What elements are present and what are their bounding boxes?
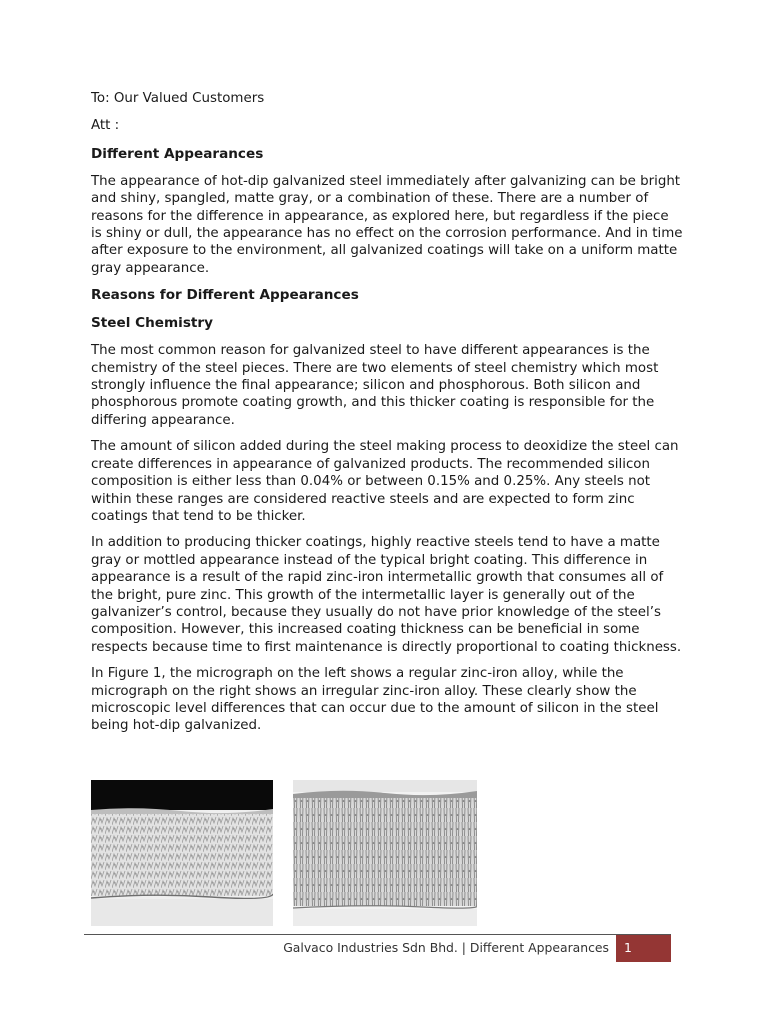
document-body (91, 90, 683, 744)
micrograph-irregular-alloy (293, 780, 477, 926)
page-footer (84, 934, 671, 962)
figure-1-micrographs (91, 780, 491, 926)
heading-different-appearances: Different Appearances (91, 145, 264, 162)
page-number-badge (616, 935, 671, 962)
paragraph-steel-chemistry-3: In addition to producing thicker coatings, highly reactive steels tend to have a matte gray or mottled appearance instead of the typical bright coating. This difference in appearance is a result of the rapid zinc-iron intermetallic growth that consumes all of the bright, pure zinc. This growth of the intermetallic layer is generally out of the galvanizer’s control, because they usually do not have prior knowledge of the steel’s composition. However, this increased coating thickness can be beneficial in some respects because time to first maintenance is directly proportional to coating thickness. (91, 535, 682, 655)
heading-reasons: Reasons for Different Appearances (91, 287, 359, 304)
paragraph-appearance-intro: The appearance of hot-dip galvanized steel immediately after galvanizing can be bright and shiny, spangled, matte gray, or a combination of these. There are a number of reasons for the difference in appearance, as explored here, but regardless if the piece is shiny or dull, the appearance has no effect on the corrosion performance. And in time after exposure to the environment, all galvanized coatings will take on a uniform matte gray appearance. (91, 173, 683, 276)
micrograph-regular-alloy (91, 780, 273, 926)
letter-recipient: To: Our Valued Customers (91, 91, 265, 106)
letter-attention: Att : (91, 118, 120, 134)
paragraph-figure-description: In Figure 1, the micrograph on the left shows a regular zinc-iron alloy, while the micrograph on the right shows an irregular zinc-iron alloy. These clearly show the microscopic level differences that can occur due to the amount of silicon in the steel being hot-dip galvanized. (91, 666, 659, 734)
paragraph-steel-chemistry-1: The most common reason for galvanized steel to have different appearances is the chemistry of the steel pieces. There are two elements of steel chemistry which most strongly influence the final appearance; silicon and phosphorous. Both silicon and phosphorous promote coating growth, and this thicker coating is responsible for the differing appearance. (91, 343, 659, 428)
paragraph-steel-chemistry-2: The amount of silicon added during the steel making process to deoxidize the steel can create differences in appearance of galvanized products. The recommended silicon composition is either less than 0.04% or between 0.15% and 0.25%. Any steels not within these ranges are considered reactive steels and are expected to form zinc coatings that tend to be thicker. (91, 439, 679, 524)
heading-steel-chemistry: Steel Chemistry (91, 315, 213, 332)
page-number: 1 (624, 940, 632, 955)
footer-company-title: Galvaco Industries Sdn Bhd. | Different Appearances (283, 940, 609, 955)
